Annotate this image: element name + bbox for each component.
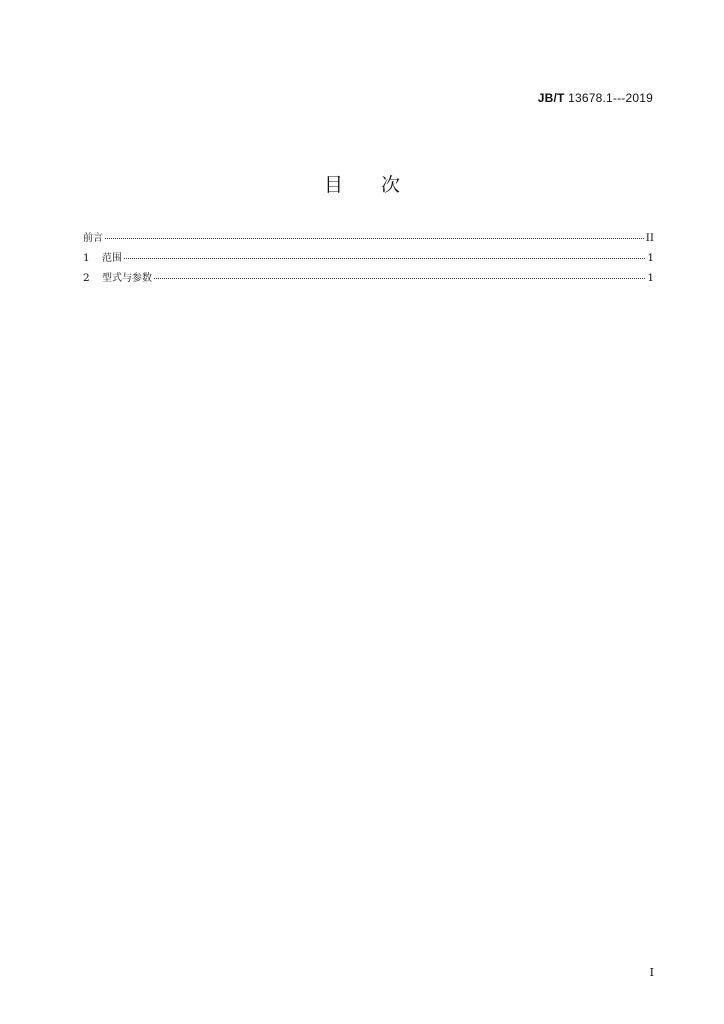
toc-entry-page: II: [645, 232, 654, 244]
toc-entry-types-parameters[interactable]: [83, 271, 654, 291]
standard-code: [538, 91, 653, 105]
toc-entry-number: 1: [83, 252, 90, 264]
toc-entry-page: 1: [647, 272, 654, 284]
toc-entry-label: 范围: [102, 253, 122, 264]
toc-entry-scope[interactable]: [83, 251, 654, 271]
toc-entry-number: 2: [83, 272, 90, 284]
toc-entry-page: 1: [647, 252, 654, 264]
toc-leader-dots: [124, 258, 645, 259]
standard-number: 13678.1---2019: [564, 91, 653, 105]
standard-prefix: JB/T: [537, 91, 565, 105]
toc-entry-foreword[interactable]: [83, 231, 654, 251]
toc-title: 目次: [323, 174, 438, 196]
toc-entry-label: 前言: [83, 233, 103, 244]
table-of-contents: [83, 231, 654, 291]
toc-entry-label: 型式与参数: [102, 273, 152, 284]
page-number: I: [649, 966, 654, 979]
toc-leader-dots: [154, 278, 645, 279]
toc-leader-dots: [105, 238, 644, 239]
